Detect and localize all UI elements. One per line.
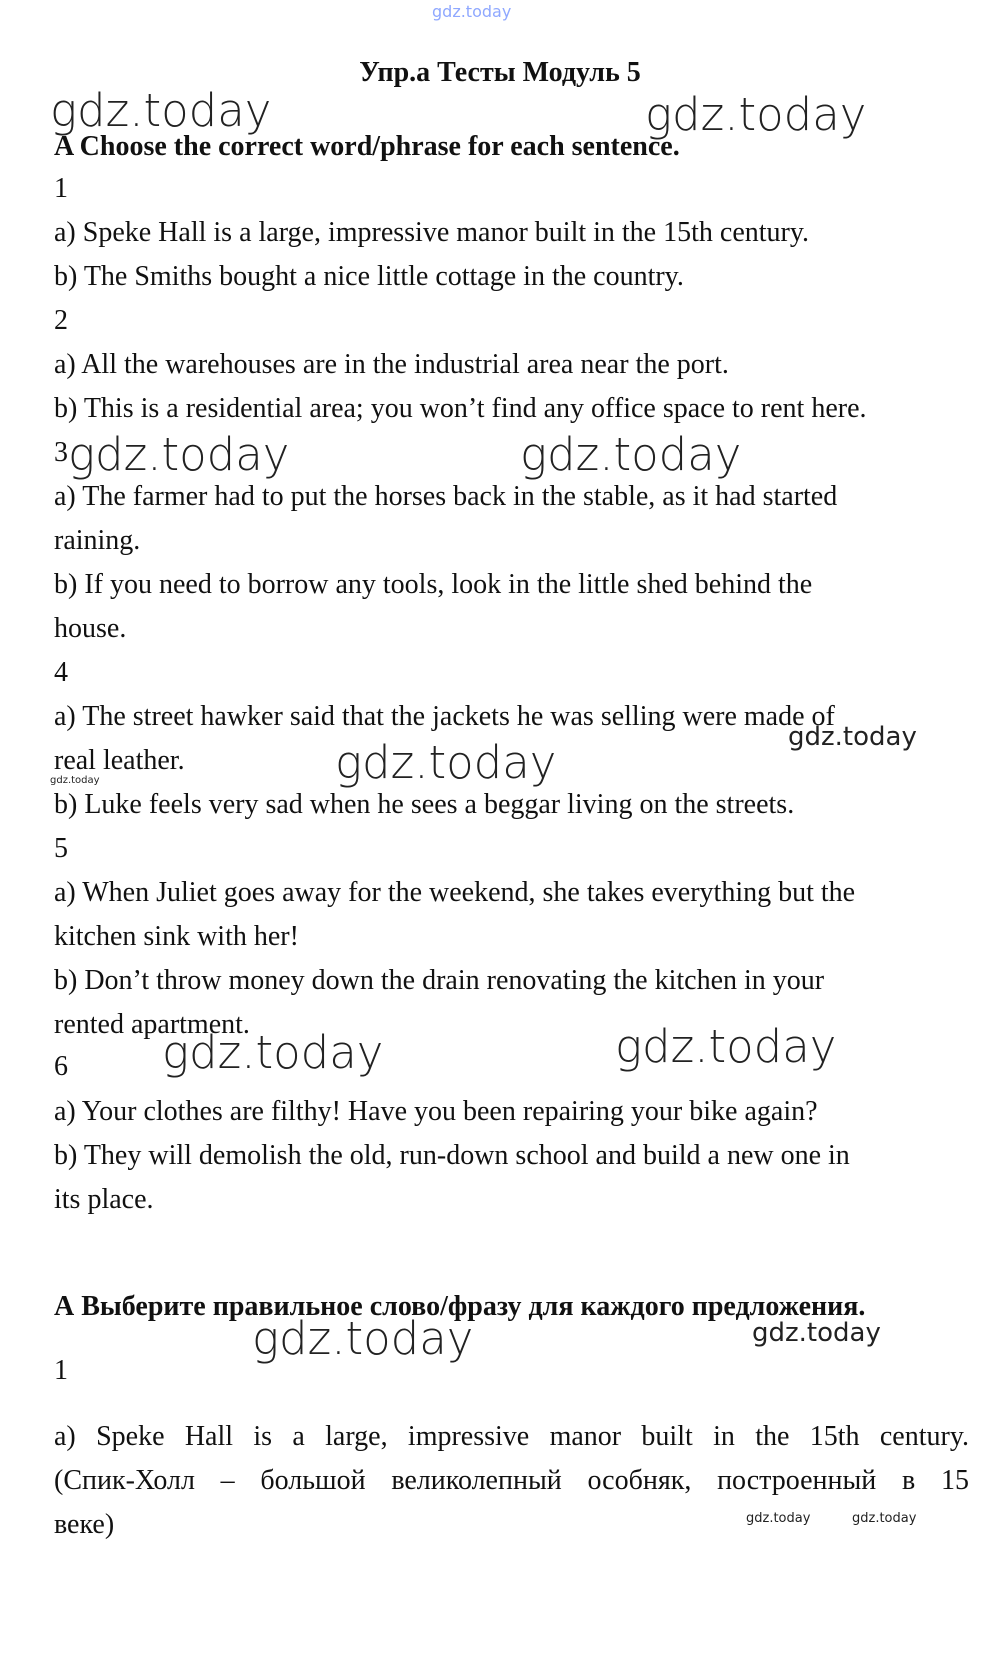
- watermark: gdz.today: [252, 1312, 474, 1365]
- watermark-top: gdz.today: [432, 2, 512, 21]
- sentence-a: a) Speke Hall is a large, impressive manor built in the 15th century.: [54, 1421, 969, 1452]
- sentence-a: a) The street hawker said that the jackets he was selling were made of: [54, 701, 835, 732]
- item-number: 1: [54, 173, 68, 204]
- watermark: gdz.today: [788, 722, 917, 752]
- watermark: gdz.today: [335, 736, 557, 789]
- item-number: 3: [54, 437, 68, 468]
- sentence-b-continued: rented apartment.: [54, 1009, 250, 1040]
- section-heading-ru: А Выберите правильное слово/фразу для каждого предложения.: [54, 1291, 866, 1322]
- translation-line-end: веке): [54, 1509, 115, 1540]
- watermark: gdz.today: [752, 1318, 881, 1348]
- watermark: gdz.today: [162, 1026, 384, 1079]
- sentence-a-continued: real leather.: [54, 745, 185, 776]
- watermark: gdz.today: [68, 428, 290, 481]
- page-title: Упр.a Тесты Модуль 5: [359, 57, 641, 88]
- sentence-b-continued: its place.: [54, 1184, 154, 1215]
- sentence-a: a) All the warehouses are in the industrial area near the port.: [54, 349, 729, 380]
- sentence-a: a) Speke Hall is a large, impressive manor built in the 15th century.: [54, 217, 810, 248]
- sentence-b: b) The Smiths bought a nice little cottage in the country.: [54, 261, 684, 292]
- sentence-a: a) The farmer had to put the horses back in the stable, as it had started: [54, 481, 838, 512]
- sentence-a: a) Your clothes are filthy! Have you been repairing your bike again?: [54, 1096, 818, 1127]
- item-number: 1: [54, 1355, 68, 1386]
- watermark: gdz.today: [645, 88, 867, 141]
- sentence-b: b) This is a residential area; you won’t find any office space to rent here.: [54, 393, 867, 424]
- sentence-b: b) They will demolish the old, run-down school and build a new one in: [54, 1140, 850, 1171]
- item-number: 2: [54, 305, 68, 336]
- translation-line: (Спик-Холл – большой великолепный особняк, построенный в 15: [54, 1465, 969, 1496]
- sentence-b-continued: house.: [54, 613, 127, 644]
- item-number: 5: [54, 833, 68, 864]
- item-number: 4: [54, 657, 68, 688]
- watermark: gdz.today: [746, 1511, 811, 1526]
- sentence-a-continued: kitchen sink with her!: [54, 921, 299, 952]
- sentence-a: a) When Juliet goes away for the weekend, she takes everything but the: [54, 877, 856, 908]
- watermark: gdz.today: [50, 84, 272, 137]
- watermark: gdz.today: [852, 1511, 917, 1526]
- watermark: gdz.today: [520, 428, 742, 481]
- item-number: 6: [54, 1051, 68, 1082]
- sentence-b: b) If you need to borrow any tools, look in the little shed behind the: [54, 569, 813, 600]
- section-heading-en: A Choose the correct word/phrase for each sentence.: [54, 131, 680, 162]
- sentence-b: b) Luke feels very sad when he sees a beggar living on the streets.: [54, 789, 795, 820]
- watermark: gdz.today: [615, 1020, 837, 1073]
- sentence-a-continued: raining.: [54, 525, 141, 556]
- sentence-b: b) Don’t throw money down the drain renovating the kitchen in your: [54, 965, 825, 996]
- watermark: gdz.today: [50, 775, 100, 786]
